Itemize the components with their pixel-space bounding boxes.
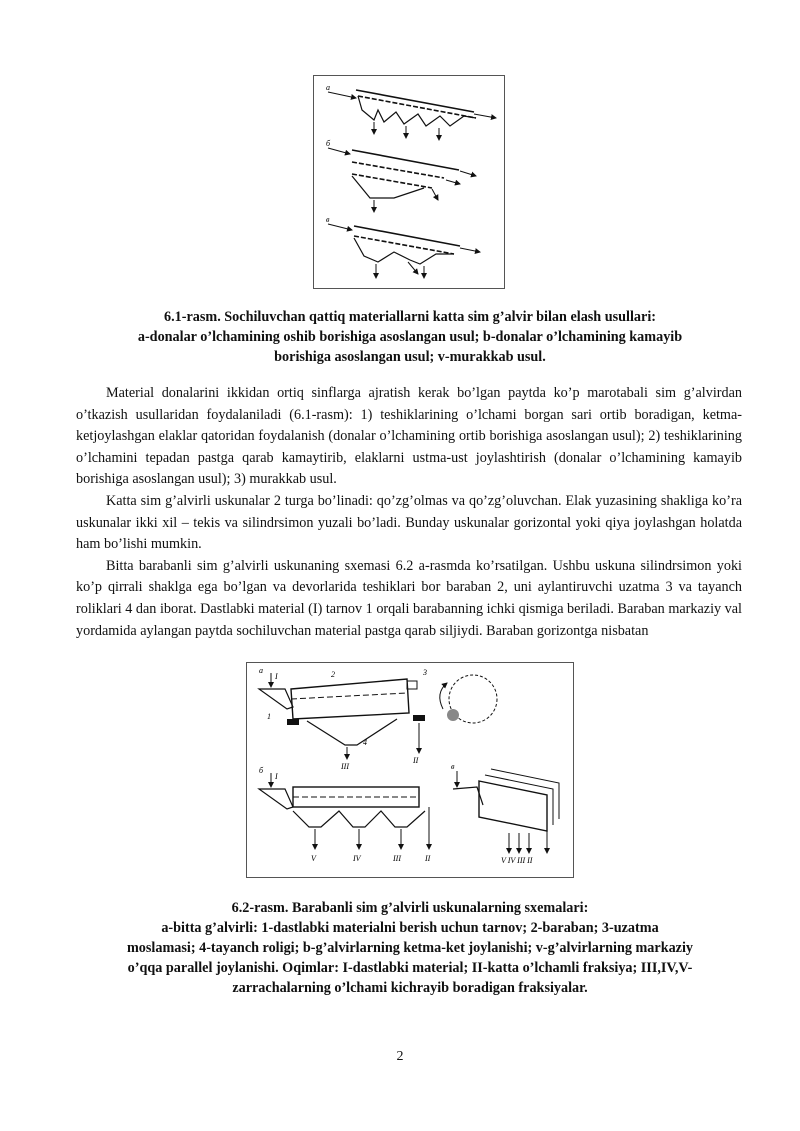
fig2-num-3: 3 <box>423 668 427 677</box>
figure-6-2-caption <box>80 898 740 998</box>
caption2-line1: 6.2-rasm. Barabanli sim g’alvirli uskunalarning sxemalari: <box>231 900 589 916</box>
paragraph-1: Material donalarini ikkidan ortiq sinflarga ajratish kerak bo’lgan paytda ko’p marotabali sim g’alvirdan o’tkazish usullaridan foydalaniladi (6.1-rasm): 1) teshiklarining o’lchami borgan sari ortib boradigan, ketma-ketjoylashgan elaklar qatoridan foydalanish (donalar o’lchamining ortib borishiga asoslangan usul); 2) teshiklarining o’lchamini tepadan pastga qarab kamaytirib, elaklarni ustma-ust joylashtirish (donalar o’lchamining kamayib borishiga asoslangan usul); 3) murakkab usul. <box>76 385 742 488</box>
figure-6-1 <box>313 75 505 289</box>
caption1-line1: 6.1-rasm. Sochiluvchan qattiq materiallarni katta sim g’alvir bilan elash usullari: <box>164 309 656 325</box>
fig2-input-b: I <box>275 772 278 781</box>
fig2-label-a: a <box>259 666 263 675</box>
figure-6-2 <box>246 662 574 878</box>
fig2-out-a2: II <box>413 756 419 765</box>
caption2-line5: zarrachalarning o’lchami kichrayib boradigan fraksiyalar. <box>232 980 588 996</box>
caption1-line3: borishiga asoslangan usul; v-murakkab usul. <box>274 349 546 365</box>
fig2-out-a1: III <box>341 762 349 771</box>
page-number: 2 <box>396 1049 404 1064</box>
caption2-line4: o’qqa parallel joylanishi. Oqimlar: I-dastlabki material; II-katta o’lchamli fraksiya; III,IV,V- <box>127 960 693 976</box>
fig2-out-b-3: III <box>393 854 401 863</box>
figure-6-1-caption <box>80 307 740 367</box>
fig2-num-4: 4 <box>363 738 367 747</box>
paragraph-2: Katta sim g’alvirli uskunalar 2 turga bo’linadi: qo’zg’olmas va qo’zg’oluvchan. Elak yuzasining shakliga ko’ra uskunalar ikki xil – tekis va silindrsimon yuzali bo’ladi. Bunday uskunalar gorizontal yoki qiya joylashgan holatda ham bo’lishi mumkin. <box>76 492 742 553</box>
fig2-out-b-4: II <box>425 854 431 863</box>
body-text <box>76 383 742 642</box>
fig1-label-b: б <box>326 139 331 148</box>
fig2-label-v: в <box>451 762 455 771</box>
paragraph-3: Bitta barabanli sim g’alvirli uskunaning sxemasi 6.2 a-rasmda ko’rsatilgan. Ushbu uskuna silindrsimon yoki ko’p qirrali shaklga ega bo’lgan va devorlarida teshiklari bor baraban 2, uni aylantiruvchi uzatma 3 va tayanch roliklari 4 dan iborat. Dastlabki material (I) tarnov 1 orqali barabanning ichki qismiga beriladi. Baraban markaziy val yordamida aylangan paytda sochiluvchan material pastga qarab siljiydi. Baraban gorizontga nisbatan <box>76 557 742 639</box>
fig2-out-b-1: V <box>311 854 316 863</box>
figure-6-2-drawing <box>247 663 573 877</box>
fig2-label-b: б <box>259 766 264 775</box>
caption1-line2: a-donalar o’lchamining oshib borishiga asoslangan usul; b-donalar o’lchamining kamayib <box>137 329 683 345</box>
caption2-line3: moslamasi; 4-tayanch roligi; b-g’alvirlarning ketma-ket joylanishi; v-g’alvirlarning markaziy <box>126 940 694 956</box>
fig2-input-a: I <box>275 672 278 681</box>
fig2-out-v: V IV III II <box>501 856 533 865</box>
figure-6-1-drawing <box>314 76 504 288</box>
fig2-num-1: 1 <box>267 712 271 721</box>
fig2-num-2: 2 <box>331 670 335 679</box>
fig2-out-b-2: IV <box>353 854 361 863</box>
caption2-line2: a-bitta g’alvirli: 1-dastlabki materialni berish uchun tarnov; 2-baraban; 3-uzatma <box>161 920 659 936</box>
fig1-label-v: в <box>326 215 330 224</box>
fig1-label-a: a <box>326 83 330 92</box>
